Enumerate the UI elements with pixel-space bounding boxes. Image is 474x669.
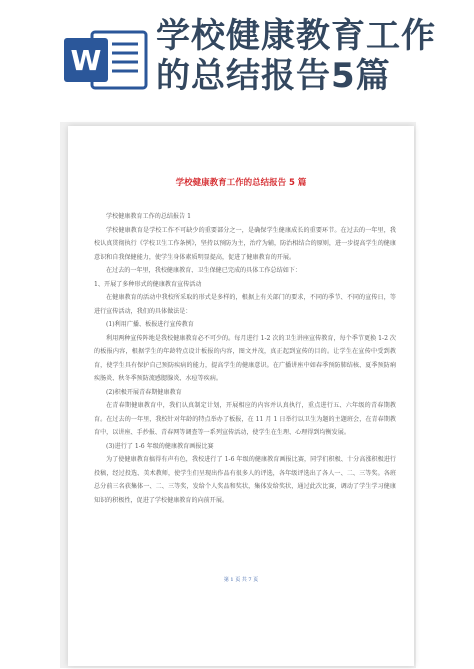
- document-page: [68, 126, 414, 666]
- paragraph: (1)利用广播、板报进行宣传教育: [106, 321, 194, 328]
- paragraph: (2)积极开展青春期健康教育: [106, 388, 182, 396]
- paragraph: 在健康教育的活动中我校所采取的形式是多样的，根据上有关部门的要求，不同的季节、不同的宣传日，等进行宣传活动，我们的具体做法是：: [94, 294, 396, 315]
- word-doc-icon: [62, 28, 150, 92]
- page-number: 第 1 页 共 7 页: [223, 577, 259, 583]
- paragraph: 利用两种宣传阵地是我校健康教育必不可少的。每月进行 1-2 次的卫生讲座宣传教育，每个季节更换 1-2 次的板报内容，根据学生的年龄特点设计板报的内容，图文并茂，真正起到宣传的目的。让学生在宣传中受到教育，使学生具有保护自己预防疾病的能力，提高学生的健康意识。在广播讲座中如春季预防肺结核、夏季预防痢疾肠炎、秋冬季预防流感腮腺炎、水痘等疾病。: [94, 334, 396, 382]
- paragraph: 在青春期健康教育中，我们认真制定计划，开展相应的内容并认真执行，重点进行五、六年级的青春期教育。在过去的一年里，我校针对年龄的特点举办了板报，在 11 月 1 日举行以卫生为题的主题班会，在青春期教育中，以讲座、手抄报、青春网等调查等一系列宣传活动，使学生在生理、心理得到均衡发展。: [94, 402, 396, 436]
- paragraph: 学校健康教育工作的总结报告 1: [106, 213, 192, 220]
- paragraph: 学校健康教育是学校工作不可缺少的重要部分之一，是确保学生健康成长的重要环节。在过去的一年里，我校认真贯彻执行《学校卫生工作条例》，坚持以预防为主，治疗为辅，防治相结合的原则，进一步提高学生的健康意识和自我保健能力，使学生身体素质明显提高，促进了健康教育的开展。: [94, 226, 396, 261]
- document-body: [94, 210, 396, 507]
- document-title: 学校健康教育工作的总结报告 5 篇: [175, 178, 307, 188]
- paragraph: 在过去的一年里，我校健康教育、卫生保健已完成的具体工作总结如下：: [106, 267, 301, 274]
- paragraph: 1、开展了多种形式的健康教育宣传活动: [94, 280, 202, 288]
- banner: [0, 0, 474, 118]
- paragraph: (3)进行了 1-6 年级的健康教育画报比赛: [106, 442, 214, 450]
- svg-text:W: W: [70, 44, 102, 77]
- banner-title: 学校健康教育工作的总结报告5篇: [156, 16, 436, 96]
- paragraph: 为了使健康教育搞得有声有色，我校进行了 1-6 年级的健康教育画报比赛，同学们积极、十分高涨积极进行投稿，经过投选、美术教师，使学生们呈现出作品有很多人的评选，各年级评选出了各人一、二、三等奖。各班总分前三名获集体一、二、三等奖，发给个人奖品和奖状，集体发给奖状，通过此次比赛，调动了学生学习健康知识的积极性，促进了学校健康教育的向前开展。: [94, 456, 396, 504]
